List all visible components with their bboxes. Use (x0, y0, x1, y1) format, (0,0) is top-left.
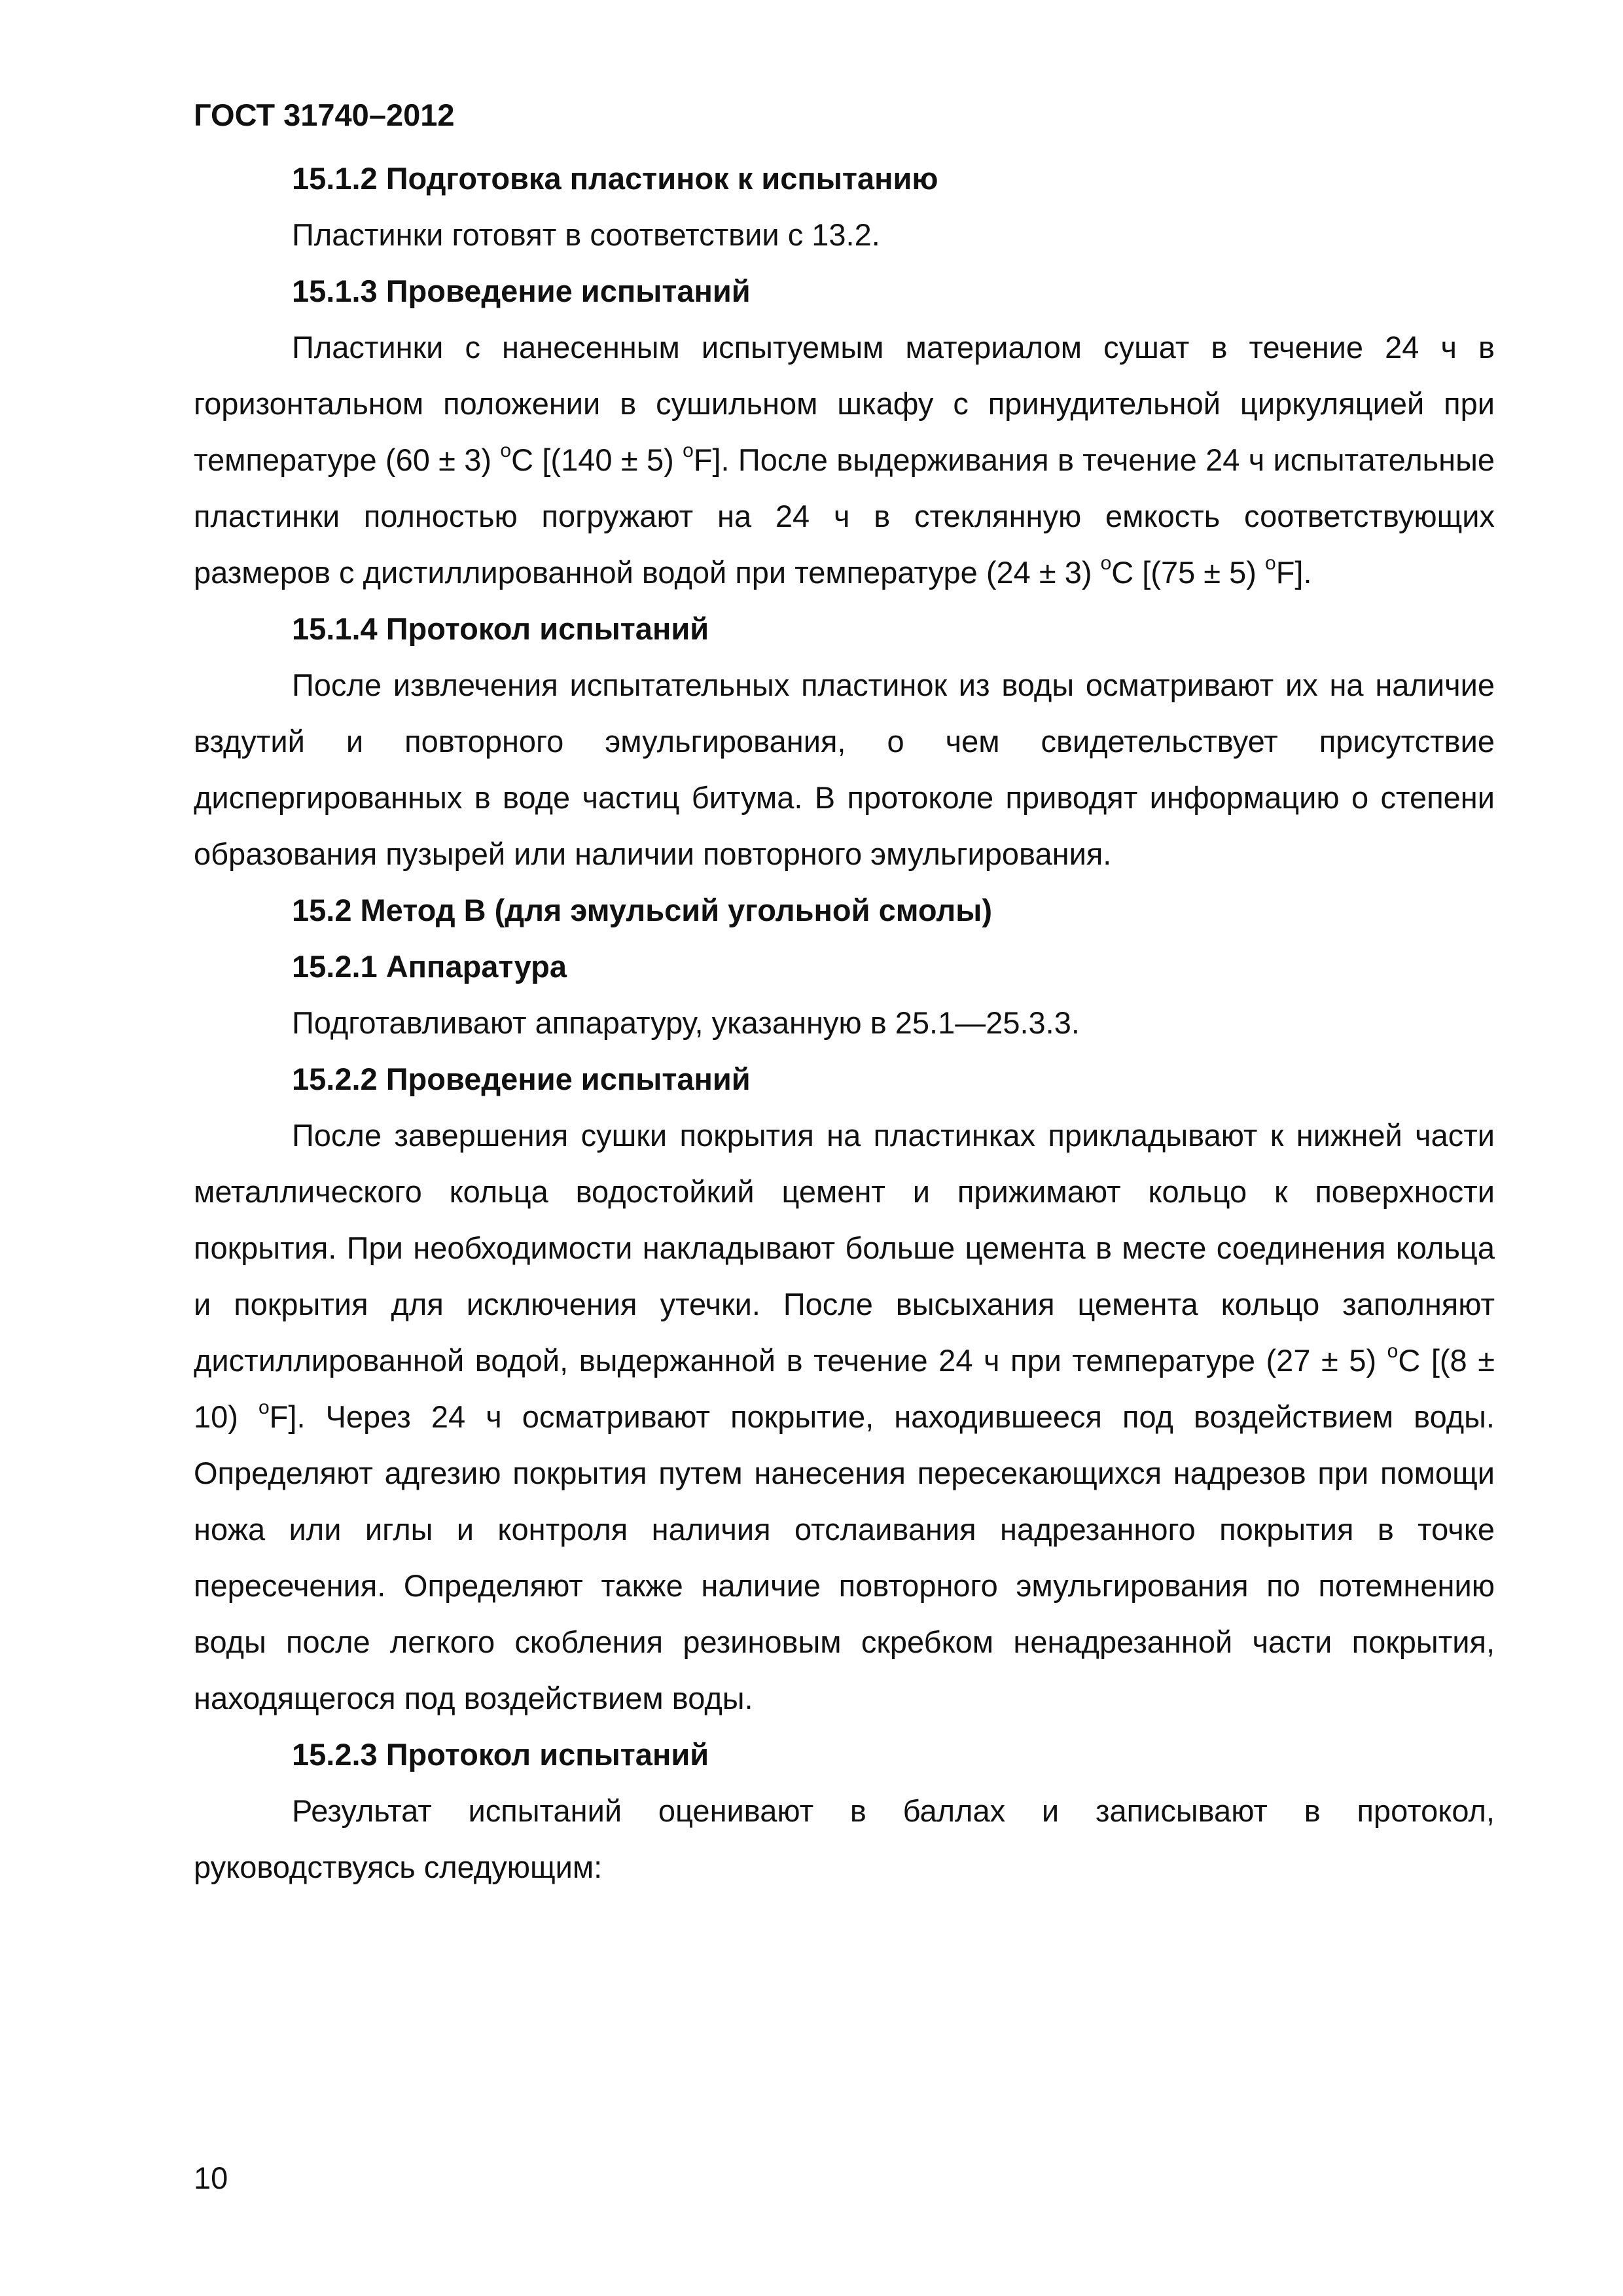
section-text-15-1-3 (194, 319, 1495, 601)
section-heading-15-2-2: 15.2.2 Проведение испытаний (292, 1062, 751, 1096)
section-heading-15-2: 15.2 Метод В (для эмульсий угольной смолы) (292, 893, 993, 927)
section-heading-15-1-4: 15.1.4 Протокол испытаний (292, 611, 709, 646)
section-text-15-2-3: Результат испытаний оценивают в баллах и записывают в протокол, руководствуясь следующим: (194, 1793, 1495, 1884)
section-text-15-1-2: Пластинки готовят в соответствии с 13.2. (292, 217, 880, 252)
degree-sign: o (1100, 552, 1112, 575)
text-run: C [(75 ± 5) (1111, 555, 1265, 590)
page-number: 10 (194, 2161, 228, 2195)
section-heading-15-1-3: 15.1.3 Проведение испытаний (292, 274, 751, 308)
degree-sign: o (258, 1397, 270, 1419)
section-heading-15-2-1: 15.2.1 Аппаратура (292, 949, 567, 984)
text-run: F]. Через 24 ч осматривают покрытие, находившееся под воздействием воды. Определяют адгезию покрытия путем нанесения пересекающихся надрезов при помощи ножа или иглы и контроля наличия отслаивания надрезанного покрытия в точке пересечения. Определяют также наличие повторного эмульгирования по потемнению воды после легкого скобления резиновым скребком ненадрезанной части покрытия, находящегося под воздействием воды. (194, 1399, 1495, 1715)
degree-sign: o (500, 440, 512, 462)
section-heading-15-1-2: 15.1.2 Подготовка пластинок к испытанию (292, 161, 938, 196)
section-text-15-2-1: Подготавливают аппаратуру, указанную в 25.1—25.3.3. (292, 1005, 1080, 1040)
text-run: C [(8 ± 10) (194, 1343, 1495, 1434)
text-run: F]. После выдерживания в течение 24 ч испытательные пластинки полностью погружают на 24 ч в стеклянную емкость соответствующих размеров с дистиллированной водой при температуре (24 ± 3) (194, 442, 1495, 590)
section-text-15-1-4: После извлечения испытательных пластинок из воды осматривают их на наличие вздутий и повторного эмульгирования, о чем свидетельствует присутствие диспергированных в воде частиц битума. В протоколе приводят информацию о степени образования пузырей или наличии повторного эмульгирования. (194, 668, 1495, 871)
section-text-15-2-2 (194, 1107, 1495, 1727)
text-run: После завершения сушки покрытия на пластинках прикладывают к нижней части металлического кольца водостойкий цемент и прижимают кольцо к поверхности покрытия. При необходимости накладывают больше цемента в месте соединения кольца и покрытия для исключения утечки. После высыхания цемента кольцо заполняют дистиллированной водой, выдержанной в течение 24 ч при температуре (27 ± 5) (194, 1118, 1495, 1378)
document-body (194, 151, 1495, 1895)
degree-sign: o (1265, 552, 1276, 575)
degree-sign: o (1387, 1340, 1399, 1363)
text-run: Пластинки с нанесенным испытуемым материалом сушат в течение 24 ч в горизонтальном положении в сушильном шкафу с принудительной циркуляцией при температуре (60 ± 3) (194, 330, 1495, 477)
degree-sign: o (683, 440, 694, 462)
document-header: ГОСТ 31740–2012 (194, 98, 455, 132)
text-run: F]. (1275, 555, 1312, 590)
section-heading-15-2-3: 15.2.3 Протокол испытаний (292, 1737, 709, 1772)
text-run: C [(140 ± 5) (511, 442, 683, 477)
